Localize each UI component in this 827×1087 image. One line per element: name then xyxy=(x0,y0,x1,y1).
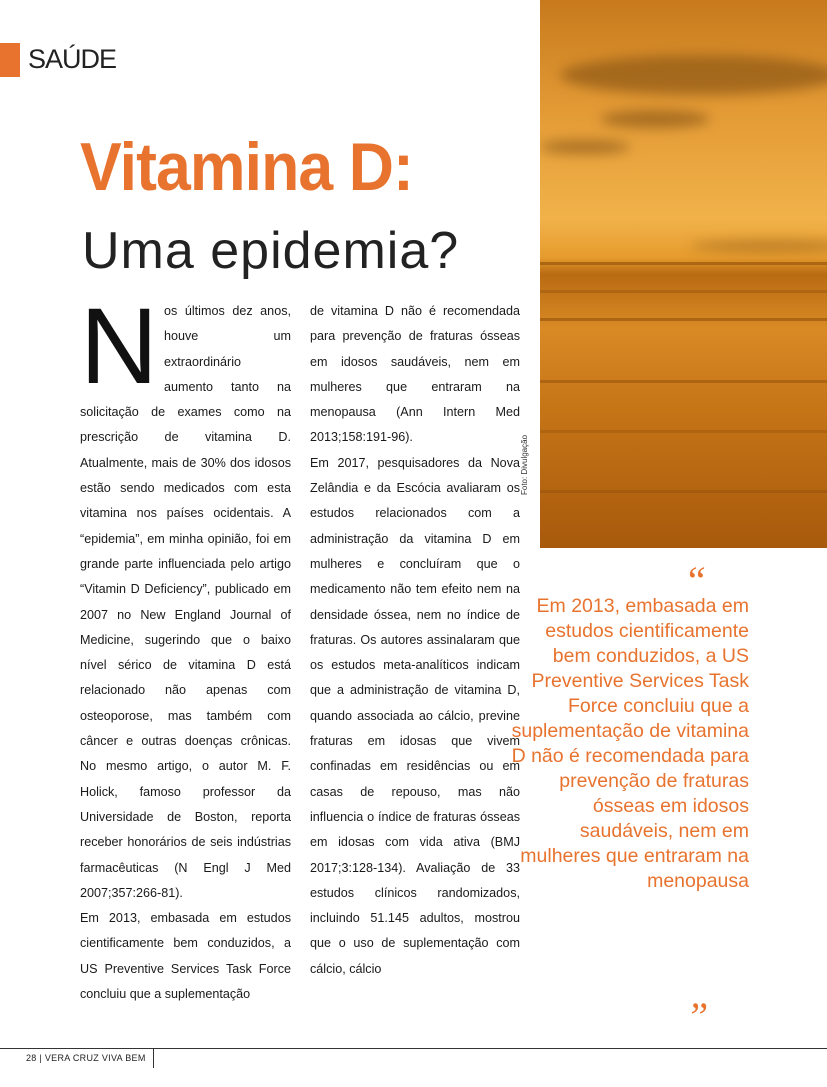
section-label: SAÚDE xyxy=(28,44,117,74)
article-paragraph: Em 2017, pesquisadores da Nova Zelândia e da Escócia avaliaram os estudos relacionados com a administração da vitamina D em mulheres e concluíram que o medicamento não tem efeito nem na densidade óssea, nem no índice de fraturas. Os autores assinalaram que os estudos meta-analíticos indicam que a administração de vitamina D, quando associada ao cálcio, previne fraturas em idosas que vivem confinadas em residências ou em casas de repouso, mas não influencia o índice de fraturas ósseas em idosas com vida ativa (BMJ 2017;3:128-134). Avaliação de 33 estudos clínicos randomizados, incluindo 51.145 adultos, mostrou que o uso de suplementação com cálcio, cálcio xyxy=(310,455,520,976)
page-footer: 28 | VERA CRUZ VIVA BEM xyxy=(26,1053,146,1063)
article-paragraph: de vitamina D não é recomendada para prevenção de fraturas ósseas em idosos saudáveis, nem em mulheres que entraram na menopausa (Ann Intern Med 2013;158:191-96). xyxy=(310,304,520,445)
article-subtitle: Uma epidemia? xyxy=(82,222,460,280)
article-column-1 xyxy=(80,285,291,1007)
article-title: Vitamina D: xyxy=(80,129,413,205)
page-number: 28 xyxy=(26,1053,37,1063)
drop-cap: N xyxy=(80,285,158,406)
article-paragraph: Em 2013, embasada em estudos cientificamente bem conduzidos, a US Preventive Services Task Force concluiu que a suplementação xyxy=(80,911,291,1002)
close-quote-icon: ” xyxy=(686,994,709,1039)
section-accent-bar xyxy=(0,43,20,77)
footer-rule xyxy=(153,1048,154,1068)
sunset-beach-photo xyxy=(540,0,827,548)
photo-credit: Foto: Divulgação xyxy=(520,434,529,495)
article-paragraph: os últimos dez anos, houve um extraordinário aumento tanto na solicitação de exames como na prescrição de vitamina D. Atualmente, mais de 30% dos idosos estão sendo medicados com esta vitamina nos países ocidentais. A “epidemia”, em minha opinião, foi em grande parte influenciada pelo artigo “Vitamin D Deficiency”, publicado em 2007 no New England Journal of Medicine, sugerindo que o baixo nível sérico de vitamina D está relacionado não apenas com osteoporose, mas também com câncer e outras doenças crônicas. No mesmo artigo, o autor M. F. Holick, famoso professor da Universidade de Boston, reporta receber honorários de seis indústrias farmacêuticas (N Engl J Med 2007;357:266-81). xyxy=(80,304,291,900)
article-column-2 xyxy=(310,299,520,982)
pull-quote: Em 2013, embasada em estudos cientificamente bem conduzidos, a US Preventive Services Task Force concluiu que a suplementação de vitamina D não é recomendada para prevenção de fraturas ósseas em idosos saudáveis, nem em mulheres que entraram na menopausa xyxy=(511,595,749,892)
magazine-name: VERA CRUZ VIVA BEM xyxy=(44,1053,146,1063)
footer-divider xyxy=(0,1048,827,1049)
open-quote-icon: “ xyxy=(684,558,707,603)
